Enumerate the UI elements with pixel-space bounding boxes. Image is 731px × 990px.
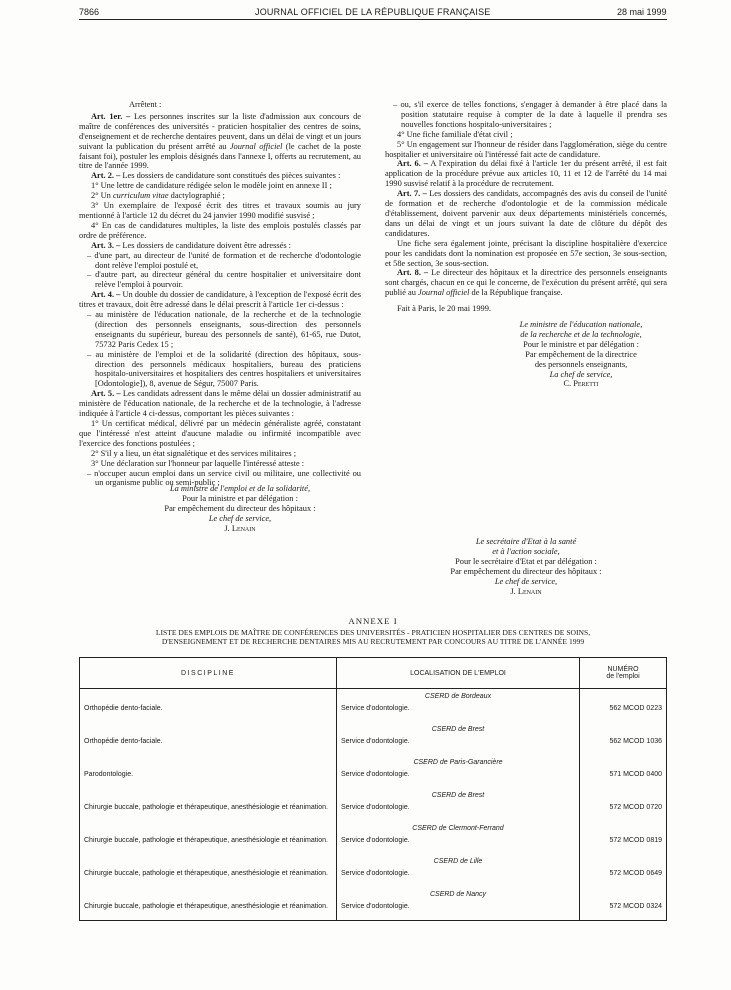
article-6 (385, 159, 667, 189)
article-5 (79, 389, 361, 419)
cserd-spacer (80, 887, 337, 903)
fait-a-paris: Fait à Paris, le 20 mai 1999. (397, 304, 491, 314)
article-4-dash-1: – au ministère de l'éducation nationale, de la recherche et de la technologie (direction des personnels enseignants, sous-direction des personnels enseignants du supérieur, bureau des personnels de santé), 61-65, rue Dutot, 75732 Paris Cedex 15 ; (87, 310, 361, 349)
service-cell: Service d'odontologie. (337, 804, 580, 821)
header-numero-line-2: de l'emploi (606, 673, 640, 680)
table-row (80, 837, 667, 854)
table-row (80, 870, 667, 887)
numero-cell: 572 MCOD 0649 (580, 870, 667, 887)
cserd-label: CSERD de Brest (337, 788, 580, 804)
cserd-row (80, 788, 667, 804)
article-3-dash-1: – d'une part, au directeur de l'unité de formation et de recherche d'odontologie dont relève l'emploi postulé et, (87, 250, 361, 270)
sig1-line-2: de la recherche et de la technologie, (520, 329, 642, 339)
cserd-label: CSERD de Nancy (337, 887, 580, 903)
article-2-item-4: 4° En cas de candidatures multiples, la liste des emplois postulés classés par ordre de préférence. (79, 220, 361, 240)
article-3 (79, 241, 361, 251)
article-5-label: Art. 5. – (91, 389, 121, 399)
cserd-spacer (80, 854, 337, 870)
header-localisation: LOCALISATION DE L'EMPLOI (337, 658, 580, 689)
service-cell: Service d'odontologie. (337, 870, 580, 887)
table-row (80, 738, 667, 755)
article-5-dash-2: – ou, s'il exerce de telles fonctions, s'engager à demander à être placé dans la position statutaire requise à compter de la date à laquelle il prendra ses nouvelles fonctions hospitalo-universitaires ; (393, 100, 667, 129)
sig2-line-4: Le chef de service, (208, 513, 272, 523)
cserd-spacer (80, 722, 337, 738)
discipline-cell: Chirurgie buccale, pathologie et thérapeutique, anesthésiologie et réanimation. (80, 837, 337, 854)
signature-block-education (495, 320, 667, 389)
article-8-label: Art. 8. – (397, 268, 429, 278)
article-2-item-3: 3° Un exemplaire de l'exposé écrit des titres et travaux soumis au jury mentionné à l'article 12 du décret du 24 janvier 1990 modifié susvisé ; (79, 201, 361, 220)
cserd-spacer (580, 821, 667, 837)
sig1-name: C. Peretti (563, 379, 599, 389)
article-2-item-1: 1° Une lettre de candidature rédigée selon le modèle joint en annexe II ; (91, 181, 332, 191)
signature-block-emploi (110, 484, 370, 534)
article-5-item-2: 2° S'il y a lieu, un état signalétique et des services militaires ; (91, 448, 297, 458)
annexe-subtitle-line-2: D'ENSEIGNEMENT ET DE RECHERCHE DENTAIRES MIS AU RECRUTEMENT PAR CONCOURS AU TITRE DE L'ANNÉE 1999 (161, 637, 585, 647)
cserd-row (80, 854, 667, 870)
cserd-label: CSERD de Clermont-Ferrand (337, 821, 580, 837)
table-header-row (80, 658, 667, 689)
discipline-cell: Chirurgie buccale, pathologie et thérapeutique, anesthésiologie et réanimation. (80, 903, 337, 921)
journal-officiel-ref: Journal officiel (229, 141, 283, 151)
cserd-row (80, 689, 667, 706)
service-cell: Service d'odontologie. (337, 705, 580, 722)
sig3-line-1: Le secrétaire d'Etat à la santé (475, 537, 577, 546)
sig2-name: J. Lenain (224, 523, 256, 533)
article-6-label: Art. 6. – (397, 159, 428, 169)
journal-officiel-ref: Journal officiel (418, 288, 470, 298)
right-column (385, 100, 667, 389)
signature-block-sante (385, 537, 667, 596)
journal-title: JOURNAL OFFICIEL DE LA RÉPUBLIQUE FRANÇAISE (255, 7, 491, 17)
table-body (80, 689, 667, 921)
sig3-line-2: et à l'action sociale, (492, 546, 560, 556)
header-rule (79, 19, 667, 20)
article-2-item-2 (79, 191, 361, 201)
cserd-label: CSERD de Lille (337, 854, 580, 870)
article-3-dash-2: – d'autre part, au directeur général du centre hospitalier et universitaire dont relève l'emploi à pourvoir. (87, 270, 361, 290)
item-2-suffix: dactylographié ; (168, 191, 225, 201)
cserd-spacer (580, 887, 667, 903)
cserd-spacer (580, 722, 667, 738)
article-2-label: Art. 2. – (91, 171, 121, 181)
article-1 (79, 112, 361, 171)
article-3-text: Les dossiers de candidature doivent être adressés : (122, 240, 292, 250)
article-7-text: Les dossiers des candidats, accompagnés des avis du conseil de l'unité de formation et de recherche d'odontologie et de la commission médicale d'établissement, doivent parvenir aux deux départements ministériels concernés, dans un délai de vingt et un jours suivant la date de clôture du dépôt des candidatures. (385, 189, 668, 238)
article-5-item-3: 3° Une déclaration sur l'honneur par laquelle l'intéressé atteste : (91, 458, 305, 468)
article-1-text: Les personnes inscrites sur la liste d'admission aux concours de maître de conférences des universités - praticien hospitalier des centres de soins, d'enseignement et de recherche dentaires peuvent, dans un délai de vingt et un jours suivant la publication du présent arrêté au (79, 111, 362, 151)
sig3-line-5: Le chef de service, (494, 576, 558, 586)
article-5-text: Les candidats adressent dans le même délai un dossier administratif au ministère de l'éducation nationale, de la recherche et de la technologie, à l'adresse indiquée à l'article 4 ci-dessus, comportant les pièces suivantes : (79, 389, 361, 419)
sig1-line-3: Pour le ministre et par délégation : (523, 339, 639, 349)
article-4-label: Art. 4. – (91, 290, 121, 300)
article-7-paragraph-2: Une fiche sera également jointe, précisant la discipline hospitalière d'exercice pour les candidats dont la nomination est proposée en 57e section, 3e sous-section, et 58e section, 3e sous-section. (385, 238, 667, 268)
article-4 (79, 290, 361, 310)
discipline-cell: Chirurgie buccale, pathologie et thérapeutique, anesthésiologie et réanimation. (80, 804, 337, 821)
cserd-spacer (80, 755, 337, 771)
cserd-label: CSERD de Paris-Garancière (337, 755, 580, 771)
cserd-row (80, 722, 667, 738)
numero-cell: 572 MCOD 0720 (580, 804, 667, 821)
left-column (79, 100, 361, 488)
emplois-table (79, 657, 667, 921)
table-row (80, 705, 667, 722)
cserd-row (80, 821, 667, 837)
article-8 (385, 268, 667, 298)
sig1-line-4: Par empêchement de la directrice (525, 349, 637, 359)
curriculum-vitae-term: curriculum vitae (112, 191, 169, 201)
cserd-spacer (580, 854, 667, 870)
article-1-text-end: (le cachet de la poste faisant foi), postuler les emplois désignés dans l'annexe I, offerts au recrutement, au titre de l'année 1999. (79, 141, 362, 171)
discipline-cell: Orthopédie dento-faciale. (80, 705, 337, 722)
item-2-prefix: 2° Un (91, 191, 113, 201)
article-5-item-1: 1° Un certificat médical, délivré par un médecin généraliste agréé, constatant que l'intéressé n'est atteint d'aucune maladie ou infirmité incompatible avec l'exercice des fonctions postulées ; (79, 419, 361, 448)
article-5-dash-1: – n'occuper aucun emploi dans un service civil ou militaire, une collectivité ou un organisme public ou semi-public ; (87, 468, 361, 488)
annexe-title: ANNEXE I (348, 616, 398, 626)
discipline-cell: Parodontologie. (80, 771, 337, 788)
article-6-text: A l'expiration du délai fixé à l'article 1er du présent arrêté, il est fait application de la procédure prévue aux articles 10, 11 et 12 de l'arrêté du 14 mai 1990 susvisé relatif à la procédure de recrutement. (385, 159, 667, 189)
cserd-row (80, 887, 667, 903)
discipline-cell: Orthopédie dento-faciale. (80, 738, 337, 755)
article-5-item-4: 4° Une fiche familiale d'état civil ; (397, 129, 513, 139)
sig2-line-2: Pour la ministre et par délégation : (182, 493, 298, 503)
sig3-line-3: Pour le secrétaire d'Etat et par délégation : (455, 556, 597, 566)
table-row (80, 903, 667, 921)
header-numero (580, 658, 667, 689)
header-discipline: DISCIPLINE (80, 658, 337, 689)
cserd-spacer (580, 755, 667, 771)
header-numero-line-1: NUMÉRO (607, 666, 639, 673)
cserd-spacer (580, 788, 667, 804)
article-3-label: Art. 3. – (91, 240, 121, 250)
service-cell: Service d'odontologie. (337, 771, 580, 788)
cserd-label: CSERD de Brest (337, 722, 580, 738)
article-4-text: Un double du dossier de candidature, à l'exception de l'exposé écrit des titres et travaux, doit être adressé dans le délai prescrit à l'article 1er ci-dessus : (79, 290, 361, 310)
arretent: Arrêtent : (129, 100, 162, 109)
cserd-label: CSERD de Bordeaux (337, 689, 580, 706)
article-5-item-5: 5° Un engagement sur l'honneur de résider dans l'agglomération, siège du centre hospitalier et universitaire où l'intéressé fait acte de candidature. (385, 139, 667, 159)
service-cell: Service d'odontologie. (337, 837, 580, 854)
sig3-name: J. Lenain (510, 586, 542, 596)
sig1-line-6: La chef de service, (549, 369, 613, 379)
sig3-line-4: Par empêchement du directeur des hôpitaux : (450, 566, 602, 576)
article-2-text: Les dossiers de candidature sont constitués des pièces suivantes : (122, 171, 341, 181)
annexe-subtitle (79, 628, 667, 646)
page-number: 7866 (79, 7, 100, 17)
numero-cell: 572 MCOD 0324 (580, 903, 667, 921)
cserd-row (80, 755, 667, 771)
cserd-spacer (80, 788, 337, 804)
sig2-line-1: La ministre de l'emploi et de la solidarité, (169, 484, 311, 493)
article-8-text: Le directeur des hôpitaux et la directrice des personnels enseignants sont chargés, chacun en ce qui le concerne, de l'exécution du présent arrêté, qui sera publié au (385, 268, 667, 298)
service-cell: Service d'odontologie. (337, 738, 580, 755)
sig1-line-1: Le ministre de l'éducation nationale, (519, 320, 643, 330)
numero-cell: 562 MCOD 0223 (580, 705, 667, 722)
table-row (80, 771, 667, 788)
table-row (80, 804, 667, 821)
numero-cell: 571 MCOD 0400 (580, 771, 667, 788)
article-7 (385, 189, 667, 239)
sig2-line-3: Par empêchement du directeur des hôpitaux : (164, 503, 316, 513)
cserd-spacer (80, 821, 337, 837)
numero-cell: 572 MCOD 0819 (580, 837, 667, 854)
article-4-dash-2: – au ministère de l'emploi et de la solidarité (direction des hôpitaux, sous-direction des personnels médicaux hospitaliers, bureau des praticiens hospitalo-universitaires et hospitaliers des centres hospitaliers et universitaires [Odontologie]), 8, avenue de Ségur, 75007 Paris. (87, 349, 361, 389)
article-1-label: Art. 1er. – (91, 111, 131, 121)
numero-cell: 562 MCOD 1036 (580, 738, 667, 755)
discipline-cell: Chirurgie buccale, pathologie et thérapeutique, anesthésiologie et réanimation. (80, 870, 337, 887)
article-8-text-end: de la République française. (469, 288, 563, 298)
annexe-subtitle-line-1: LISTE DES EMPLOIS DE MAÎTRE DE CONFÉRENCES DES UNIVERSITÉS - PRATICIEN HOSPITALIER DES CENTRES DE SOINS, (155, 628, 591, 637)
cserd-spacer (80, 689, 337, 706)
cserd-spacer (580, 689, 667, 706)
sig1-line-5: des personnels enseignants, (534, 359, 628, 369)
page-header (0, 0, 731, 24)
article-7-label: Art. 7. – (397, 189, 427, 199)
service-cell: Service d'odontologie. (337, 903, 580, 921)
article-2 (79, 171, 361, 181)
issue-date: 28 mai 1999 (617, 7, 667, 17)
